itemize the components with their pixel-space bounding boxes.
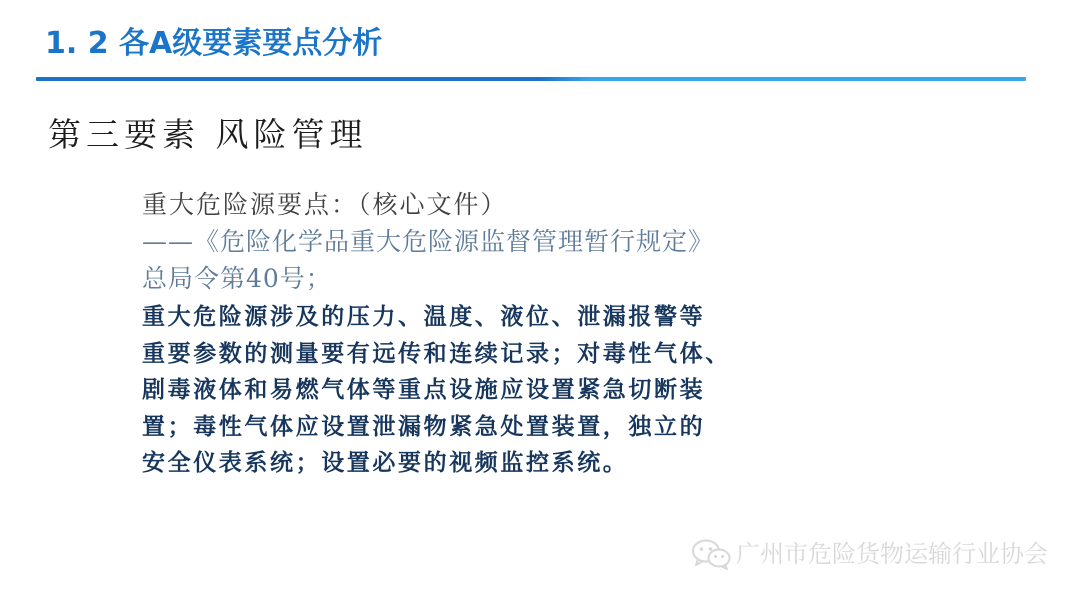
- content-block: [142, 186, 862, 482]
- content-heading: 重大危险源要点：（核心文件）: [142, 190, 508, 219]
- body-line: 重大危险源涉及的压力、温度、液位、泄漏报警等: [142, 303, 706, 330]
- body-paragraph: [142, 299, 862, 482]
- body-line: 剧毒液体和易燃气体等重点设施应设置紧急切断装: [142, 376, 706, 403]
- wechat-icon: [690, 538, 732, 570]
- title-divider: [36, 77, 1026, 81]
- body-line: 置；毒性气体应设置泄漏物紧急处置装置，独立的: [142, 412, 706, 440]
- section-heading: 第三要素 风险管理: [48, 115, 368, 154]
- watermark: [690, 538, 1048, 570]
- body-line: 安全仪表系统；设置必要的视频监控系统。: [142, 449, 629, 476]
- regulation-reference: ——《危险化学品重大危险源监督管理暂行规定》: [142, 227, 715, 256]
- body-line: 重要参数的测量要有远传和连续记录；对毒性气体、: [142, 339, 731, 367]
- regulation-order: 总局令第40号；: [142, 264, 332, 293]
- slide-title: 1. 2 各A级要素要点分析: [45, 26, 383, 61]
- watermark-text: 广州市危险货物运输行业协会: [736, 540, 1048, 568]
